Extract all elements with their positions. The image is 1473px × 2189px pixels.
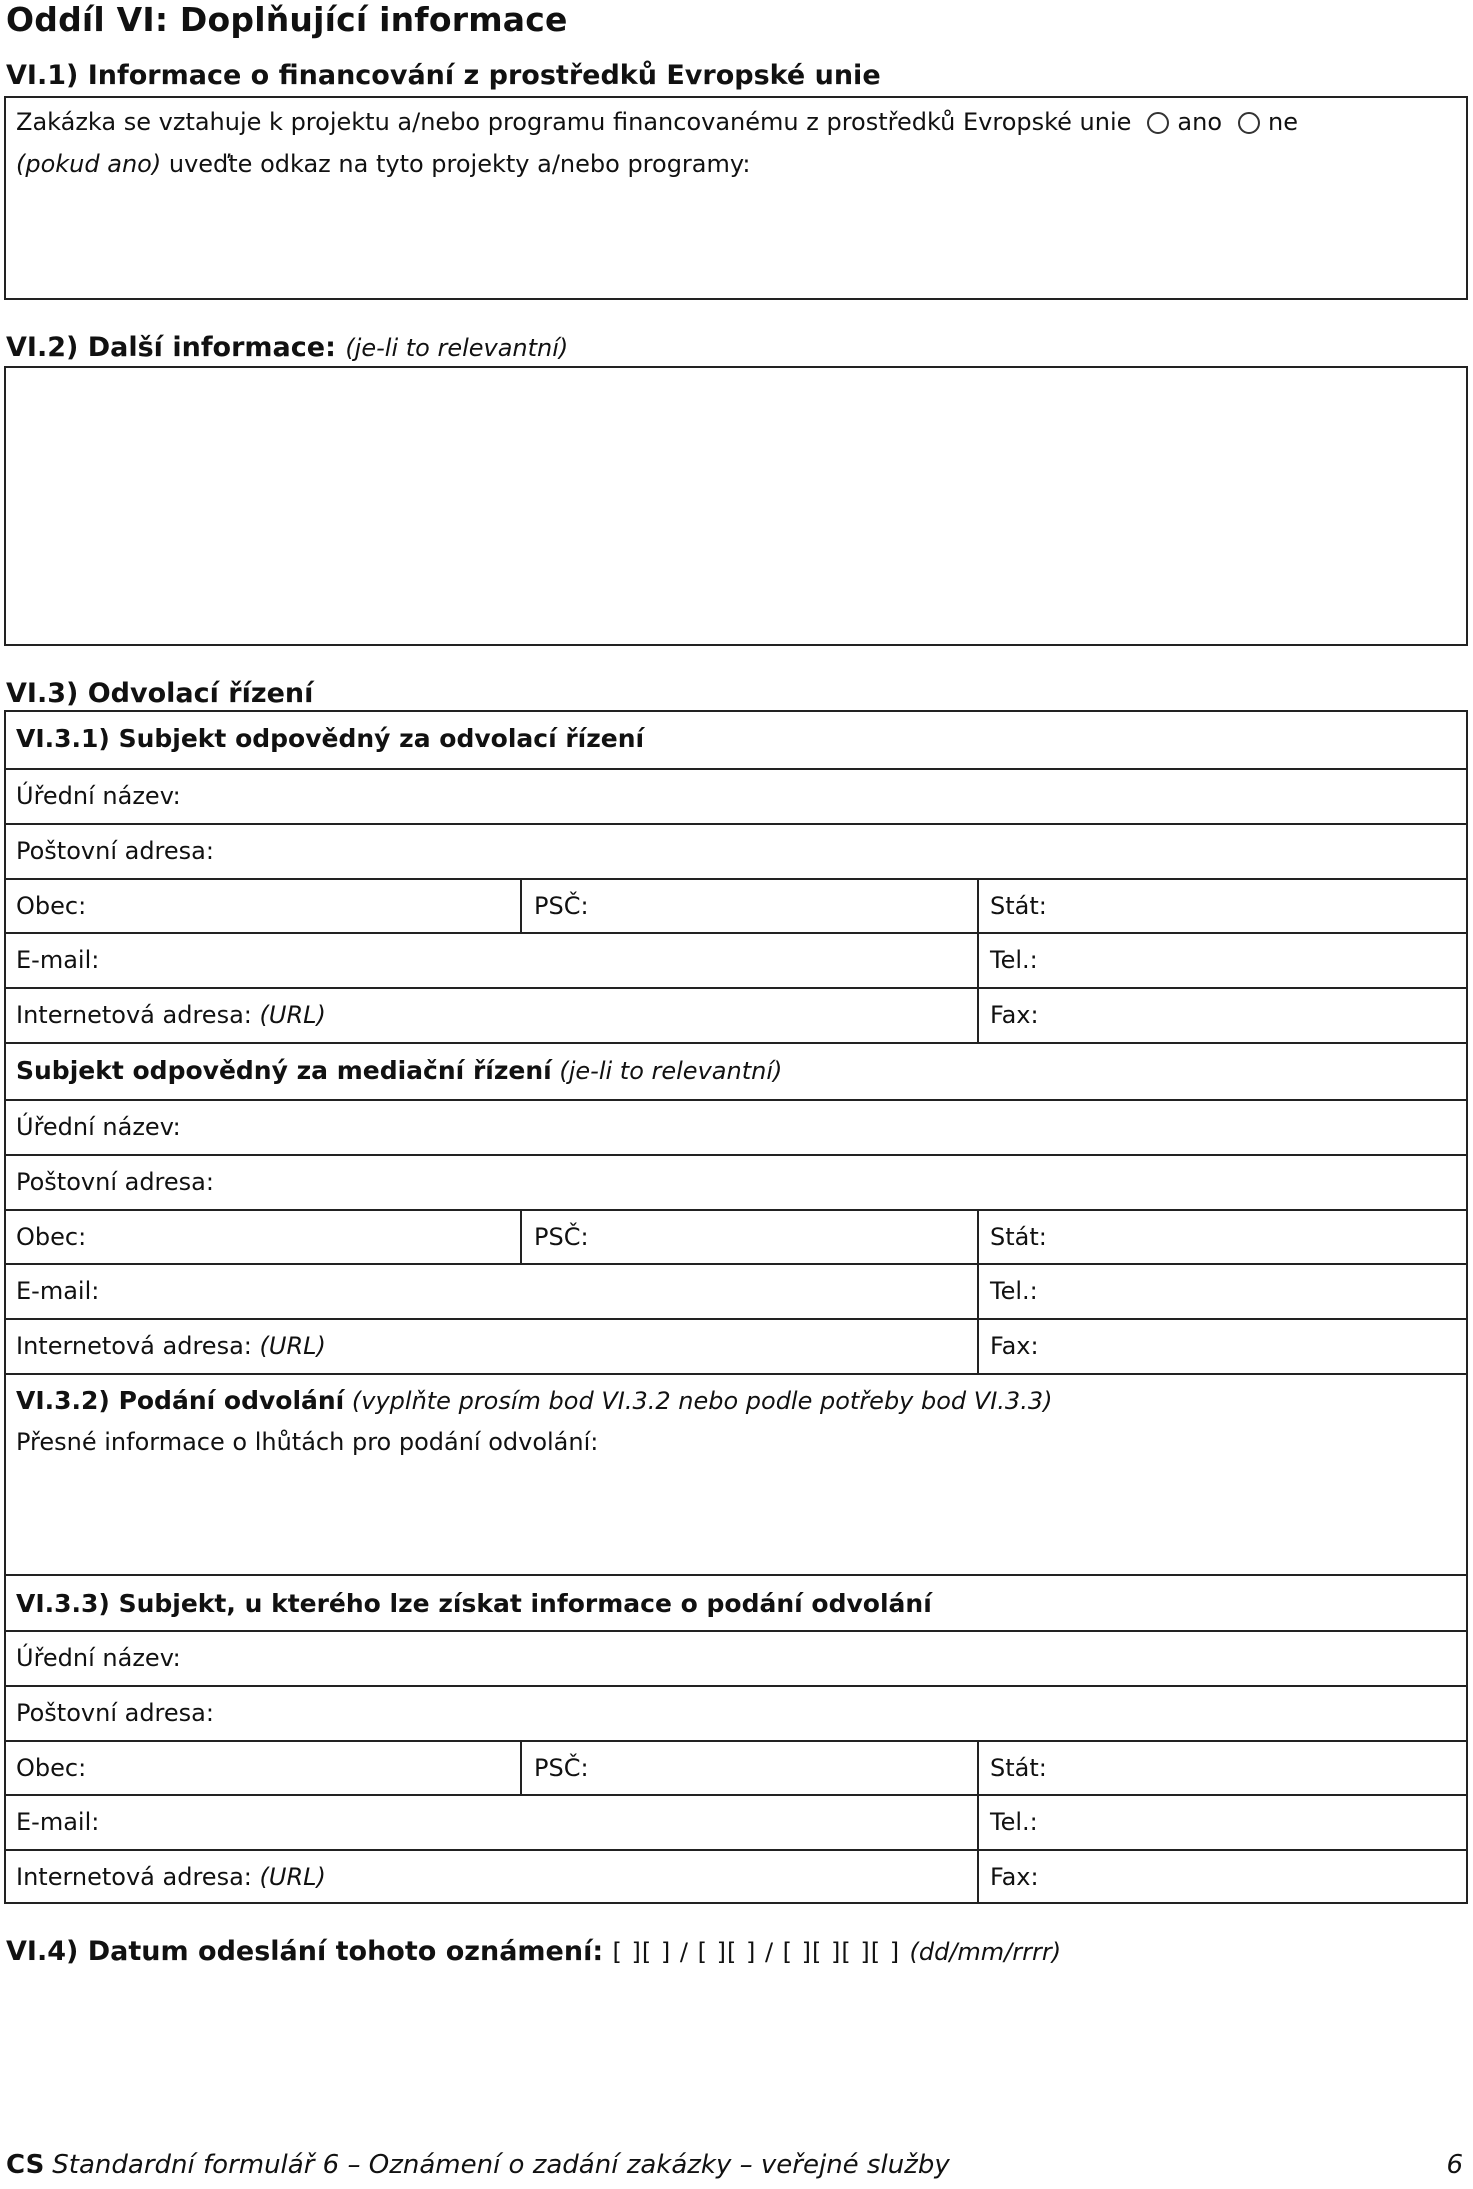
vi31-internet-label: Internetová adresa: — [16, 1001, 252, 1029]
vi33-official-name: Úřední název: — [16, 1644, 181, 1672]
vi1-note-rest: uveďte odkaz na tyto projekty a/nebo programy: — [168, 150, 751, 178]
vi33-heading: VI.3.3) Subjekt, u kterého lze získat informace o podání odvolání — [16, 1589, 932, 1618]
med-tel: Tel.: — [990, 1277, 1038, 1305]
section-title: Oddíl VI: Doplňující informace — [6, 0, 568, 39]
vi31-country: Stát: — [990, 892, 1047, 920]
vi32-text: Přesné informace o lhůtách pro podání odvolání: — [16, 1428, 599, 1456]
vi2-heading-row — [6, 332, 568, 363]
date-field[interactable]: [ ][ ] / [ ][ ] / [ ][ ][ ][ ] — [612, 1938, 901, 1966]
vi33-email: E-mail: — [16, 1808, 100, 1836]
vi1-note-italic: (pokud ano) — [16, 150, 162, 178]
footer-form: Standardní formulář 6 – Oznámení o zadání zakázky – veřejné služby — [52, 2150, 950, 2180]
vi2-heading: VI.2) Další informace: — [6, 332, 336, 363]
vi33-country: Stát: — [990, 1754, 1047, 1782]
vi31-heading: VI.3.1) Subjekt odpovědný za odvolací řízení — [16, 724, 645, 753]
vi31-tel: Tel.: — [990, 946, 1038, 974]
med-fax: Fax: — [990, 1332, 1039, 1360]
vi31-postal-address: Poštovní adresa: — [16, 837, 214, 865]
vi32-heading-row — [16, 1386, 1052, 1415]
vi33-fax: Fax: — [990, 1863, 1039, 1891]
vi1-heading: VI.1) Informace o financování z prostředků Evropské unie — [6, 60, 881, 91]
mediation-heading-note: (je-li to relevantní) — [559, 1057, 783, 1085]
vi31-town: Obec: — [16, 892, 87, 920]
vi1-question-row — [16, 108, 1298, 136]
vi31-official-name: Úřední název: — [16, 782, 181, 810]
no-radio[interactable] — [1238, 112, 1260, 134]
vi32-heading: VI.3.2) Podání odvolání — [16, 1386, 345, 1415]
vi31-email: E-mail: — [16, 946, 100, 974]
mediation-heading: Subjekt odpovědný za mediační řízení — [16, 1056, 552, 1085]
vi33-tel: Tel.: — [990, 1808, 1038, 1836]
vi4-row — [6, 1936, 1061, 1967]
med-town: Obec: — [16, 1223, 87, 1251]
vi33-town: Obec: — [16, 1754, 87, 1782]
yes-label: ano — [1177, 108, 1223, 136]
footer-lang: CS — [6, 2150, 45, 2180]
vi3-box — [4, 710, 1468, 1904]
vi31-url: (URL) — [259, 1001, 326, 1029]
mediation-heading-row — [16, 1056, 782, 1085]
date-format: (dd/mm/rrrr) — [909, 1938, 1062, 1966]
med-postal-address: Poštovní adresa: — [16, 1168, 214, 1196]
med-internet-label: Internetová adresa: — [16, 1332, 252, 1360]
med-official-name: Úřední název: — [16, 1113, 181, 1141]
footer — [6, 2150, 950, 2180]
vi33-internet — [16, 1863, 326, 1891]
no-label: ne — [1268, 108, 1298, 136]
vi1-question: Zakázka se vztahuje k projektu a/nebo programu financovanému z prostředků Evropské unie — [16, 108, 1132, 136]
page-number: 6 — [1446, 2150, 1463, 2180]
vi2-heading-note: (je-li to relevantní) — [345, 334, 569, 362]
vi31-fax: Fax: — [990, 1001, 1039, 1029]
med-email: E-mail: — [16, 1277, 100, 1305]
vi33-postal-address: Poštovní adresa: — [16, 1699, 214, 1727]
vi31-postal-code: PSČ: — [534, 892, 589, 920]
vi2-textbox[interactable] — [4, 366, 1468, 646]
vi3-heading: VI.3) Odvolací řízení — [6, 678, 314, 709]
vi31-internet — [16, 1001, 326, 1029]
vi32-heading-note: (vyplňte prosím bod VI.3.2 nebo podle potřeby bod VI.3.3) — [351, 1387, 1053, 1415]
med-postal-code: PSČ: — [534, 1223, 589, 1251]
med-country: Stát: — [990, 1223, 1047, 1251]
vi33-internet-label: Internetová adresa: — [16, 1863, 252, 1891]
vi33-postal-code: PSČ: — [534, 1754, 589, 1782]
vi33-url: (URL) — [259, 1863, 326, 1891]
med-url: (URL) — [259, 1332, 326, 1360]
vi4-heading: VI.4) Datum odeslání tohoto oznámení: — [6, 1936, 604, 1967]
med-internet — [16, 1332, 326, 1360]
yes-radio[interactable] — [1147, 112, 1169, 134]
vi1-note — [16, 150, 750, 178]
